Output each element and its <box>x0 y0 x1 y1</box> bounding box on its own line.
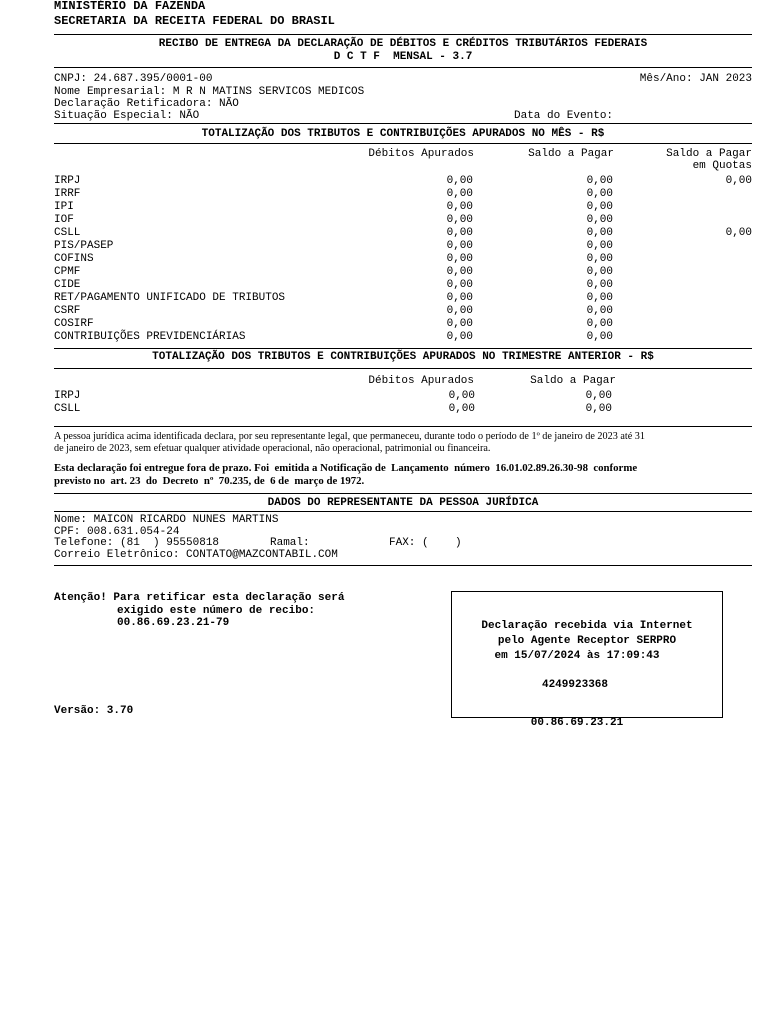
divider <box>54 34 752 35</box>
late-notice-line-1: Esta declaração foi entregue fora de prazo. Foi emitida a Notificação de Lançamento número 16.01.02.89.26.30-98 conforme <box>54 462 638 474</box>
col-saldo: Saldo a Pagar <box>528 148 614 160</box>
secretariat-title: SECRETARIA DA RECEITA FEDERAL DO BRASIL <box>54 14 335 28</box>
declaration-line-2: de janeiro de 2023, sem efetuar qualquer atividade operacional, não operacional, patrimonial ou financeira. <box>54 443 491 454</box>
col-debitos: Débitos Apurados <box>368 148 474 160</box>
notice-receipt-number: 00.86.69.23.21-79 <box>117 617 230 629</box>
dctf-title: D C T F MENSAL - 3.7 <box>333 51 473 63</box>
debitos-value: 0,00 <box>446 292 473 304</box>
rep-cpf: CPF: 008.631.054-24 <box>54 526 180 538</box>
quotas-value: 0,00 <box>725 175 752 187</box>
receipt-line-2: pelo Agente Receptor SERPRO <box>497 635 677 647</box>
data-evento: Data do Evento: <box>514 110 614 122</box>
col-quotas-sub: em Quotas <box>692 160 752 172</box>
receipt-line-1: Declaração recebida via Internet <box>481 620 693 632</box>
tax-name: IOF <box>54 214 74 226</box>
receipt-below-number: 00.86.69.23.21 <box>530 717 624 729</box>
debitos-value: 0,00 <box>446 331 473 343</box>
tax-name: COFINS <box>54 253 94 265</box>
saldo-value: 0,00 <box>586 227 613 239</box>
late-notice-line-2: previsto no art. 23 do Decreto nº 70.235, de 6 de março de 1972. <box>54 475 365 487</box>
quotas-value: 0,00 <box>725 227 752 239</box>
tax-name: CPMF <box>54 266 81 278</box>
saldo-value: 0,00 <box>586 266 613 278</box>
receipt-code: 4249923368 <box>541 679 608 691</box>
tax-name: RET/PAGAMENTO UNIFICADO DE TRIBUTOS <box>54 292 286 304</box>
saldo-value: 0,00 <box>586 305 613 317</box>
representative-heading: DADOS DO REPRESENTANTE DA PESSOA JURÍDICA <box>267 497 539 509</box>
saldo-value: 0,00 <box>586 279 613 291</box>
q-col-saldo: Saldo a Pagar <box>530 375 616 387</box>
debitos-value: 0,00 <box>446 175 473 187</box>
saldo-value: 0,00 <box>586 318 613 330</box>
debitos-value: 0,00 <box>446 253 473 265</box>
saldo-value: 0,00 <box>586 201 613 213</box>
debitos-value: 0,00 <box>446 279 473 291</box>
divider <box>54 565 752 566</box>
debitos-value: 0,00 <box>448 403 475 415</box>
notice-line-2: exigido este número de recibo: <box>117 605 316 617</box>
notice-line-1: Atenção! Para retificar esta declaração será <box>54 592 345 604</box>
saldo-value: 0,00 <box>585 403 612 415</box>
debitos-value: 0,00 <box>446 188 473 200</box>
divider <box>54 143 752 144</box>
tax-name: IRPJ <box>54 390 81 402</box>
saldo-value: 0,00 <box>586 240 613 252</box>
situacao-especial: Situação Especial: NÃO <box>54 110 200 122</box>
saldo-value: 0,00 <box>586 188 613 200</box>
saldo-value: 0,00 <box>586 214 613 226</box>
receipt-title: RECIBO DE ENTREGA DA DECLARAÇÃO DE DÉBITOS E CRÉDITOS TRIBUTÁRIOS FEDERAIS <box>158 38 648 50</box>
tax-name: CSLL <box>54 403 81 415</box>
tax-name: CIDE <box>54 279 81 291</box>
rep-email: Correio Eletrônico: CONTATO@MAZCONTABIL.COM <box>54 549 338 561</box>
divider <box>54 493 752 494</box>
version: Versão: 3.70 <box>54 705 134 717</box>
debitos-value: 0,00 <box>446 266 473 278</box>
debitos-value: 0,00 <box>446 201 473 213</box>
debitos-value: 0,00 <box>446 318 473 330</box>
tax-name: IRPJ <box>54 175 81 187</box>
rep-fax: FAX: ( ) <box>389 537 462 549</box>
tax-name: PIS/PASEP <box>54 240 114 252</box>
rep-name: Nome: MAICON RICARDO NUNES MARTINS <box>54 514 279 526</box>
quarterly-heading: TOTALIZAÇÃO DOS TRIBUTOS E CONTRIBUIÇÕES APURADOS NO TRIMESTRE ANTERIOR - R$ <box>152 351 654 363</box>
tax-name: IRRF <box>54 188 81 200</box>
debitos-value: 0,00 <box>446 240 473 252</box>
divider <box>54 426 752 427</box>
debitos-value: 0,00 <box>446 214 473 226</box>
q-col-debitos: Débitos Apurados <box>368 375 474 387</box>
saldo-value: 0,00 <box>586 292 613 304</box>
saldo-value: 0,00 <box>586 253 613 265</box>
debitos-value: 0,00 <box>446 227 473 239</box>
saldo-value: 0,00 <box>586 331 613 343</box>
monthly-heading: TOTALIZAÇÃO DOS TRIBUTOS E CONTRIBUIÇÕES APURADOS NO MÊS - R$ <box>201 128 605 140</box>
declaration-line-1: A pessoa jurídica acima identificada declara, por seu representante legal, que permaneceu, durante todo o período de 1º de janeiro de 2023 até 31 <box>54 431 645 442</box>
rep-phone: Telefone: (81 ) 95550818 <box>54 537 220 549</box>
tax-name: CSRF <box>54 305 81 317</box>
retificadora: Declaração Retificadora: NÃO <box>54 98 239 110</box>
tax-name: COSIRF <box>54 318 94 330</box>
divider <box>54 511 752 512</box>
tax-name: CONTRIBUIÇÕES PREVIDENCIÁRIAS <box>54 331 246 343</box>
debitos-value: 0,00 <box>448 390 475 402</box>
ministry-title: MINISTÉRIO DA FAZENDA <box>54 0 206 13</box>
rep-ramal: Ramal: <box>270 537 310 549</box>
divider <box>54 348 752 349</box>
divider <box>54 368 752 369</box>
tax-name: IPI <box>54 201 74 213</box>
cnpj: CNPJ: 24.687.395/0001-00 <box>54 73 213 85</box>
saldo-value: 0,00 <box>586 175 613 187</box>
divider <box>54 123 752 124</box>
col-quotas: Saldo a Pagar <box>666 148 752 160</box>
company-name: Nome Empresarial: M R N MATINS SERVICOS MEDICOS <box>54 86 365 98</box>
saldo-value: 0,00 <box>585 390 612 402</box>
period: Mês/Ano: JAN 2023 <box>639 73 752 85</box>
divider <box>54 67 752 68</box>
receipt-line-3: em 15/07/2024 às 17:09:43 <box>494 650 660 662</box>
tax-name: CSLL <box>54 227 81 239</box>
debitos-value: 0,00 <box>446 305 473 317</box>
